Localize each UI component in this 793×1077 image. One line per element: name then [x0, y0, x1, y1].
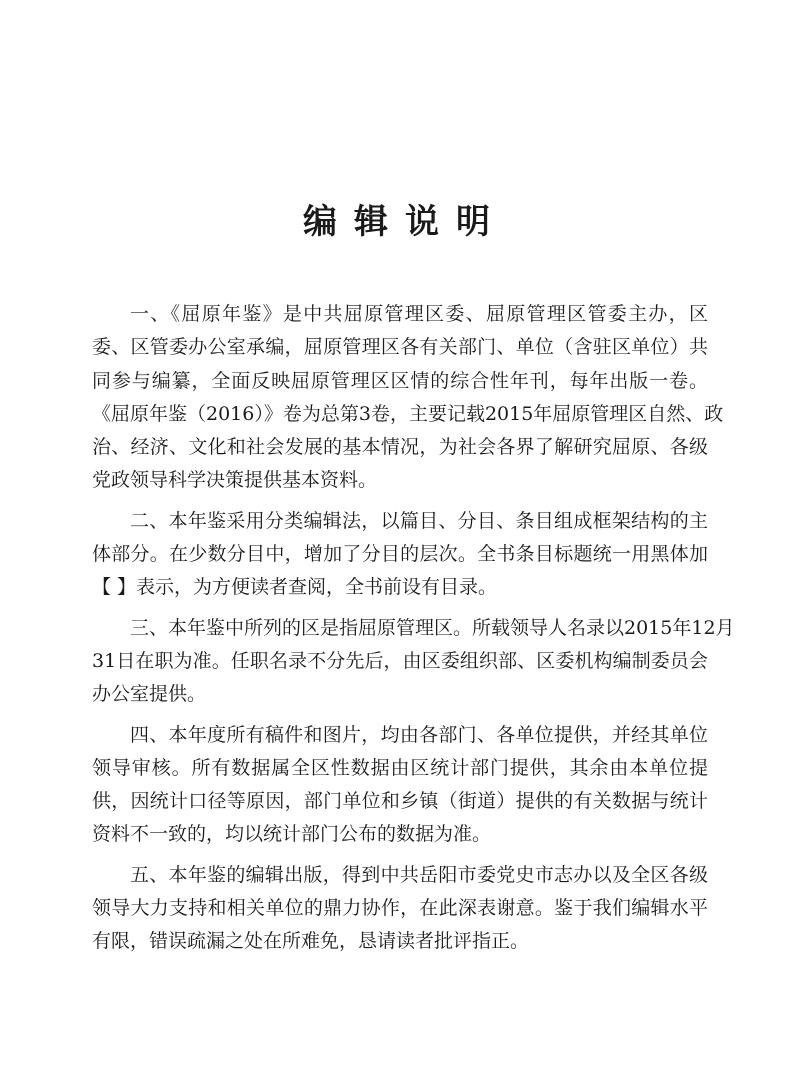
text-line: 委、区管委办公室承编，屈原管理区各有关部门、单位（含驻区单位）共 — [92, 336, 708, 359]
text-line: 领导审核。所有数据属全区性数据由区统计部门提供，其余由本单位提 — [92, 756, 708, 779]
text-line: 治、经济、文化和社会发展的基本情况，为社会各界了解研究屈原、各级 — [92, 436, 708, 459]
text-line: 三、本年鉴中所列的区是指屈原管理区。所载领导人名录以2015年12月 — [130, 616, 735, 639]
text-line: 供，因统计口径等原因，部门单位和乡镇（街道）提供的有关数据与统计 — [92, 790, 708, 813]
text-line: 办公室提供。 — [92, 683, 207, 706]
text-line: 四、本年度所有稿件和图片，均由各部门、各单位提供，并经其单位 — [130, 723, 708, 746]
text-line: 有限，错误疏漏之处在所难免，恳请读者批评指正。 — [92, 930, 530, 953]
page-title: 编辑说明 — [303, 202, 507, 242]
text-line: 31日在职为准。任职名录不分先后，由区委组织部、区委机构编制委员会 — [92, 649, 708, 672]
text-line: 一、《屈原年鉴》是中共屈原管理区委、屈原管理区管委主办，区 — [130, 303, 708, 325]
text-line: 同参与编纂，全面反映屈原管理区区情的综合性年刊，每年出版一卷。 — [92, 369, 708, 392]
paragraph-4 — [92, 719, 708, 852]
text-line: 五、本年鉴的编辑出版，得到中共岳阳市委党史市志办以及全区各级 — [130, 863, 708, 886]
text-line: 党政领导科学决策提供基本资料。 — [92, 469, 378, 492]
document-body — [92, 298, 735, 966]
text-line: 《屈原年鉴（2016）》卷为总第3卷，主要记载2015年屈原管理区自然、政 — [92, 402, 724, 425]
text-line: 【 】表示，为方便读者查阅，全书前设有目录。 — [92, 576, 498, 599]
paragraph-2 — [92, 505, 708, 605]
text-line: 体部分。在少数分目中，增加了分目的层次。全书条目标题统一用黑体加 — [92, 543, 708, 566]
text-line: 二、本年鉴采用分类编辑法，以篇目、分目、条目组成框架结构的主 — [130, 509, 708, 532]
paragraph-5 — [92, 859, 708, 959]
paragraph-3 — [92, 612, 735, 712]
paragraph-1 — [92, 298, 724, 498]
text-line: 领导大力支持和相关单位的鼎力协作，在此深表谢意。鉴于我们编辑水平 — [92, 897, 708, 920]
text-line: 资料不一致的，均以统计部门公布的数据为准。 — [92, 823, 492, 846]
